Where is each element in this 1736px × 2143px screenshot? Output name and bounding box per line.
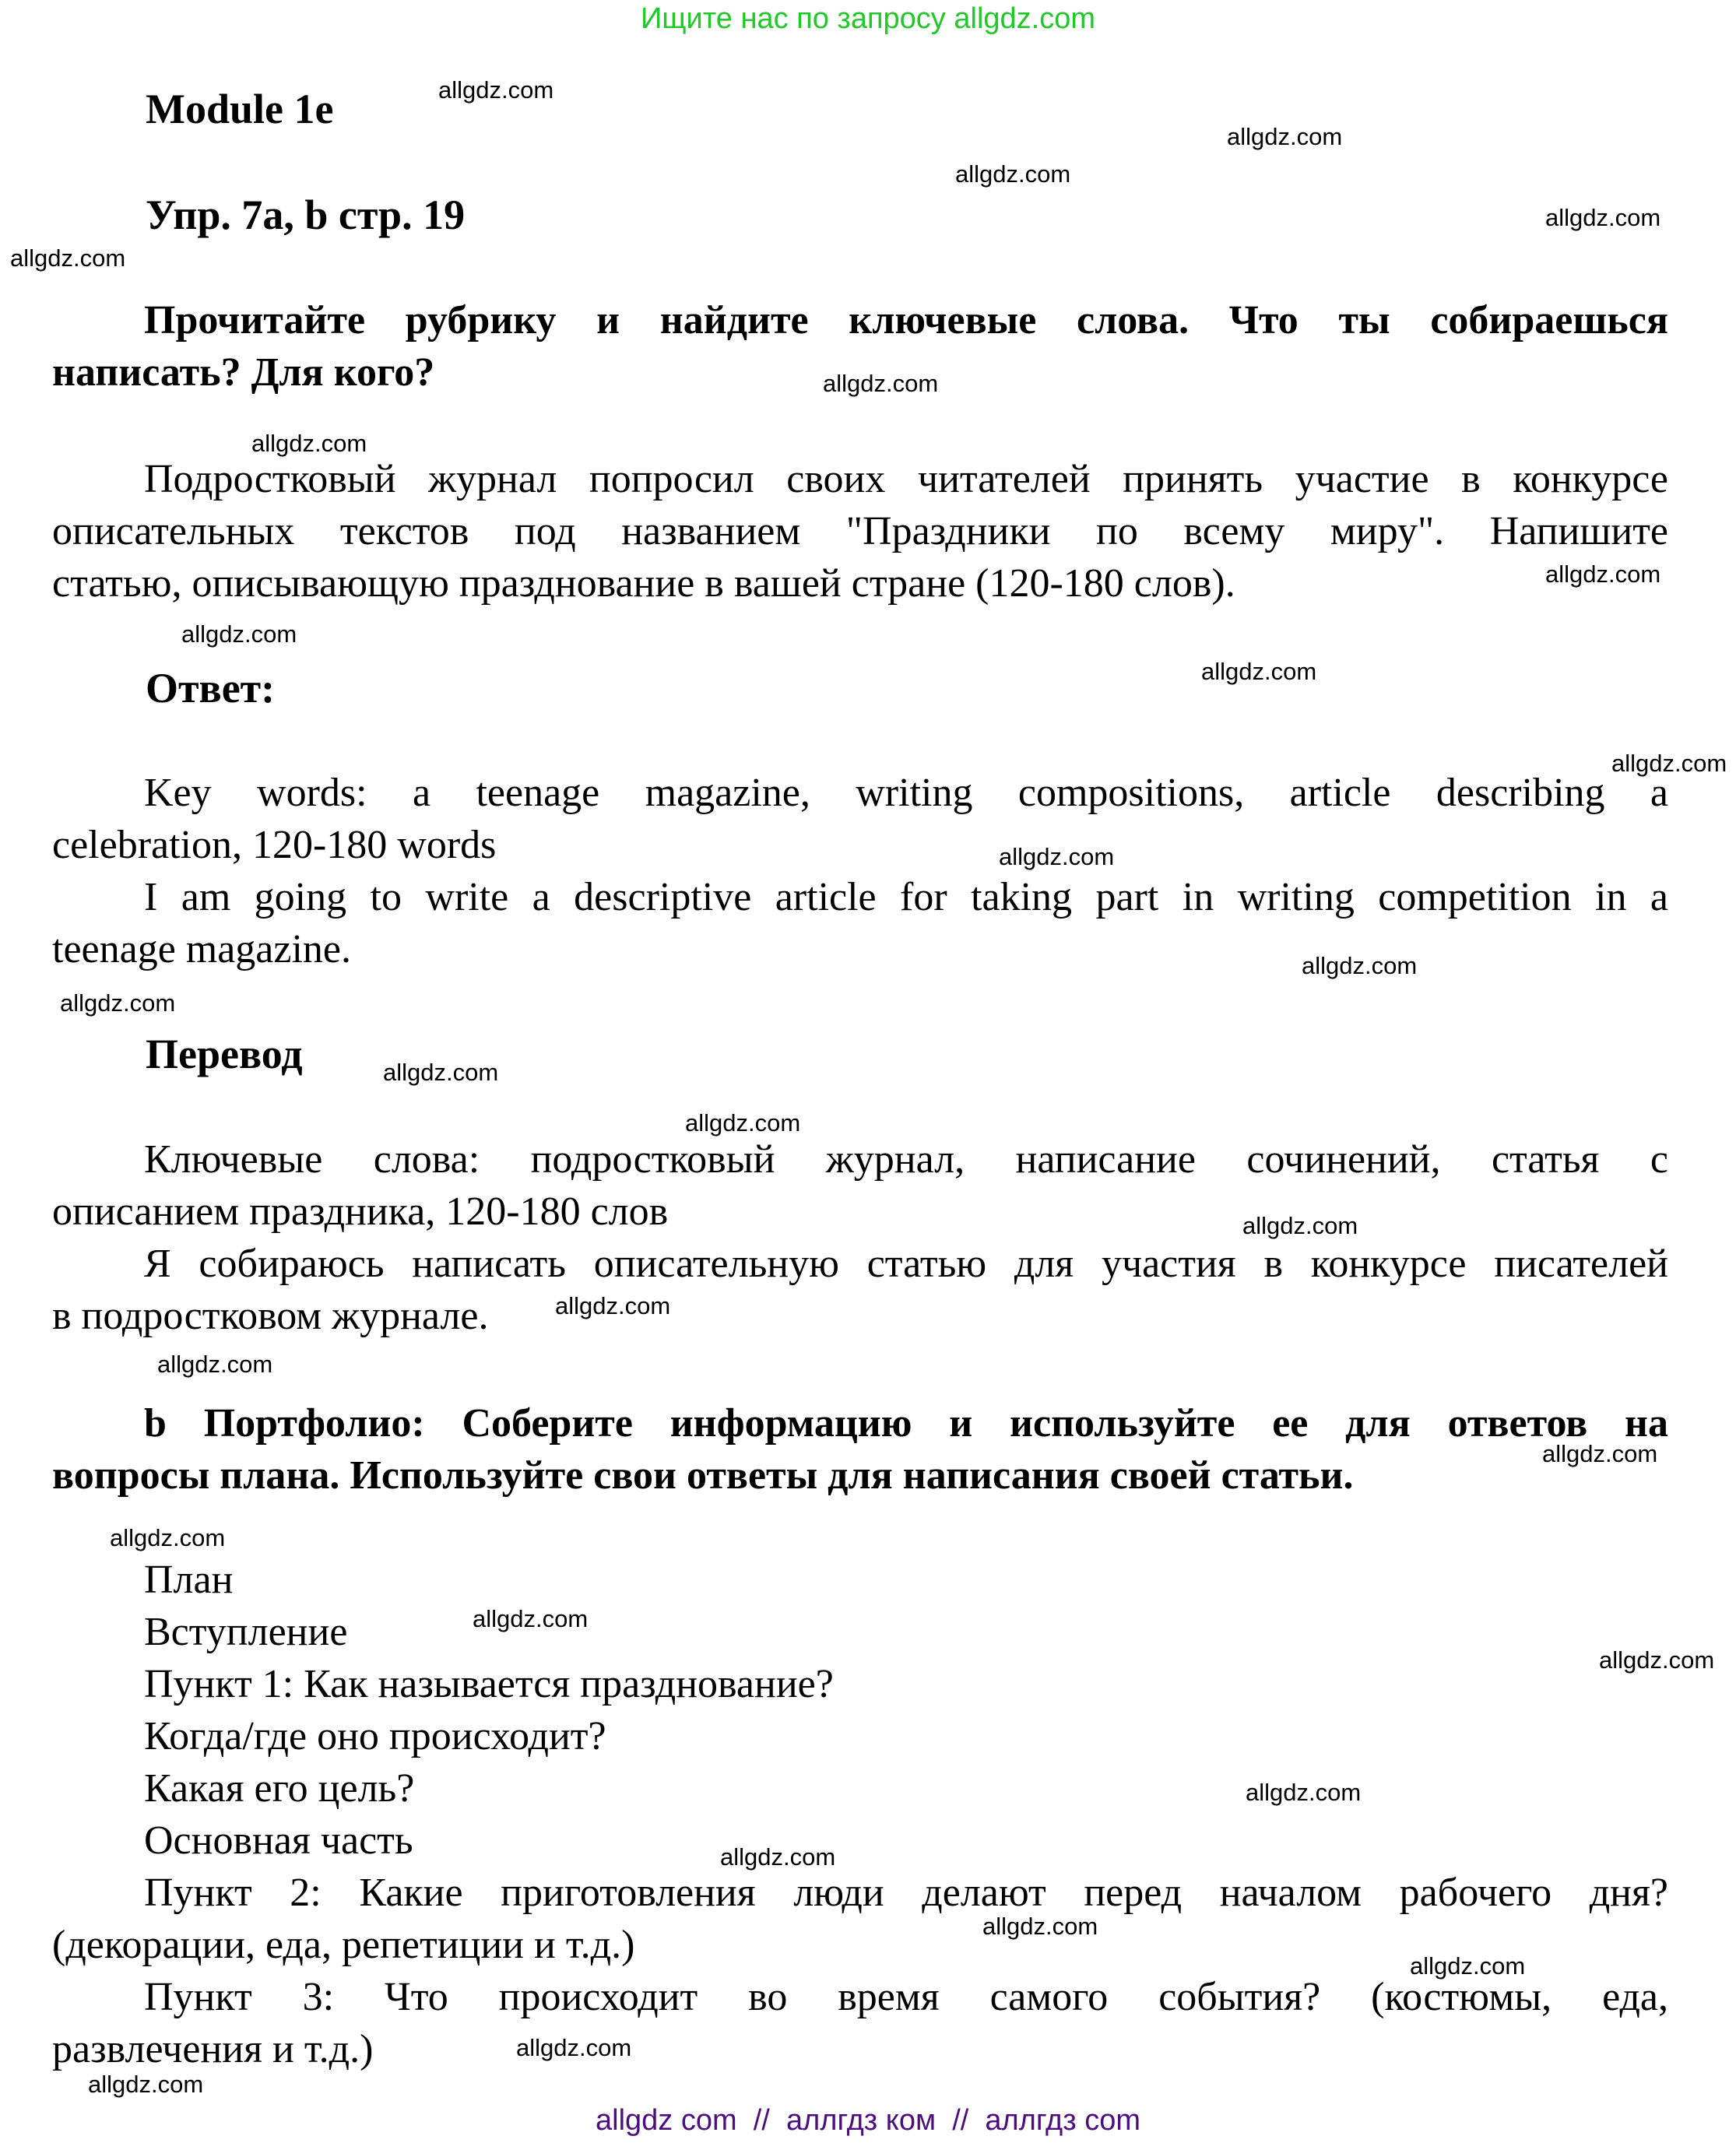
translation-line-2: описанием праздника, 120-180 слов [52, 1189, 669, 1234]
watermark: allgdz.com [1611, 750, 1727, 777]
watermark: allgdz.com [1246, 1779, 1362, 1806]
plan-line-5: Какая его цель? [144, 1766, 415, 1811]
answer-line-1: Key words: a teenage magazine, writing compositions, article describing a [144, 771, 1668, 815]
answer-line-2: celebration, 120-180 words [52, 823, 497, 867]
watermark: allgdz.com [438, 76, 554, 104]
watermark: allgdz.com [88, 2071, 204, 2098]
watermark: allgdz.com [110, 1524, 226, 1551]
answer-line-3: I am going to write a descriptive article for taking part in writing competition in a [144, 875, 1668, 919]
plan-line-10: развлечения и т.д.) [52, 2027, 374, 2071]
plan-line-3: Пункт 1: Как называется празднование? [144, 1662, 834, 1706]
translation-text [52, 1133, 1668, 1342]
plan-line-4: Когда/где оно происходит? [144, 1714, 606, 1758]
task-a-text [52, 453, 1668, 610]
answer-label: Ответ: [146, 665, 276, 711]
exercise-title: Упр. 7a, b стр. 19 [146, 191, 466, 238]
watermark: allgdz.com [720, 1843, 836, 1871]
task-a-text-line-3: статью, описывающую празднование в вашей стране (120-180 слов). [52, 561, 1235, 606]
watermark: allgdz.com [383, 1059, 499, 1086]
translation-line-4: в подростковом журнале. [52, 1294, 489, 1338]
plan-line-7: Пункт 2: Какие приготовления люди делают перед началом рабочего дня? [144, 1871, 1668, 1915]
translation-label: Перевод [146, 1031, 303, 1077]
watermark: allgdz.com [1201, 658, 1317, 685]
watermark: allgdz.com [982, 1913, 1098, 1940]
watermark: allgdz.com [955, 160, 1071, 188]
watermark: allgdz.com [1410, 1952, 1526, 1980]
watermark: allgdz.com [1545, 204, 1661, 231]
watermark: allgdz.com [1227, 123, 1343, 150]
watermark: allgdz.com [516, 2034, 632, 2061]
task-b-instruction [52, 1397, 1668, 1502]
plan-line-8: (декорации, еда, репетиции и т.д.) [52, 1923, 635, 1967]
translation-line-1: Ключевые слова: подростковый журнал, написание сочинений, статья с [144, 1137, 1668, 1182]
footer: allgdz com // аллгдз ком // аллгдз com [596, 2104, 1140, 2137]
top-banner: Ищите нас по запросу allgdz.com [640, 2, 1095, 35]
translation-line-3: Я собираюсь написать описательную статью для участия в конкурсе писателей [144, 1242, 1668, 1286]
watermark: allgdz.com [473, 1605, 589, 1632]
watermark: allgdz.com [10, 244, 126, 272]
answer-text [52, 767, 1668, 975]
watermark: allgdz.com [685, 1109, 801, 1136]
task-a-text-line-2: описательных текстов под названием "Праздники по всему миру". Напишите [52, 509, 1668, 553]
watermark: allgdz.com [823, 370, 939, 397]
plan-line-2: Вступление [144, 1610, 348, 1654]
task-a-text-line-1: Подростковый журнал попросил своих читателей принять участие в конкурсе [144, 457, 1668, 501]
watermark: allgdz.com [60, 989, 176, 1017]
watermark: allgdz.com [157, 1351, 273, 1378]
watermark: allgdz.com [1542, 1440, 1658, 1467]
plan-line-9: Пункт 3: Что происходит во время самого события? (костюмы, еда, [144, 1975, 1668, 2019]
task-a-line-1: Прочитайте рубрику и найдите ключевые слова. Что ты собираешься [144, 298, 1668, 343]
watermark: allgdz.com [181, 620, 297, 648]
plan-line-6: Основная часть [144, 1818, 413, 1863]
watermark: allgdz.com [999, 843, 1115, 870]
watermark: allgdz.com [251, 430, 367, 457]
answer-line-4: teenage magazine. [52, 927, 351, 971]
module-title: Module 1e [146, 86, 334, 132]
watermark: allgdz.com [555, 1292, 671, 1319]
watermark: allgdz.com [1599, 1646, 1715, 1674]
plan-line-1: План [144, 1558, 234, 1602]
task-b-line-1: b Портфолио: Соберите информацию и используйте ее для ответов на [144, 1401, 1668, 1446]
watermark: allgdz.com [1545, 560, 1661, 588]
task-b-line-2: вопросы плана. Используйте свои ответы для написания своей статьи. [52, 1453, 1354, 1498]
watermark: allgdz.com [1302, 952, 1418, 979]
plan-list [52, 1554, 1668, 2075]
watermark: allgdz.com [1242, 1212, 1358, 1239]
task-a-line-2: написать? Для кого? [52, 350, 435, 395]
